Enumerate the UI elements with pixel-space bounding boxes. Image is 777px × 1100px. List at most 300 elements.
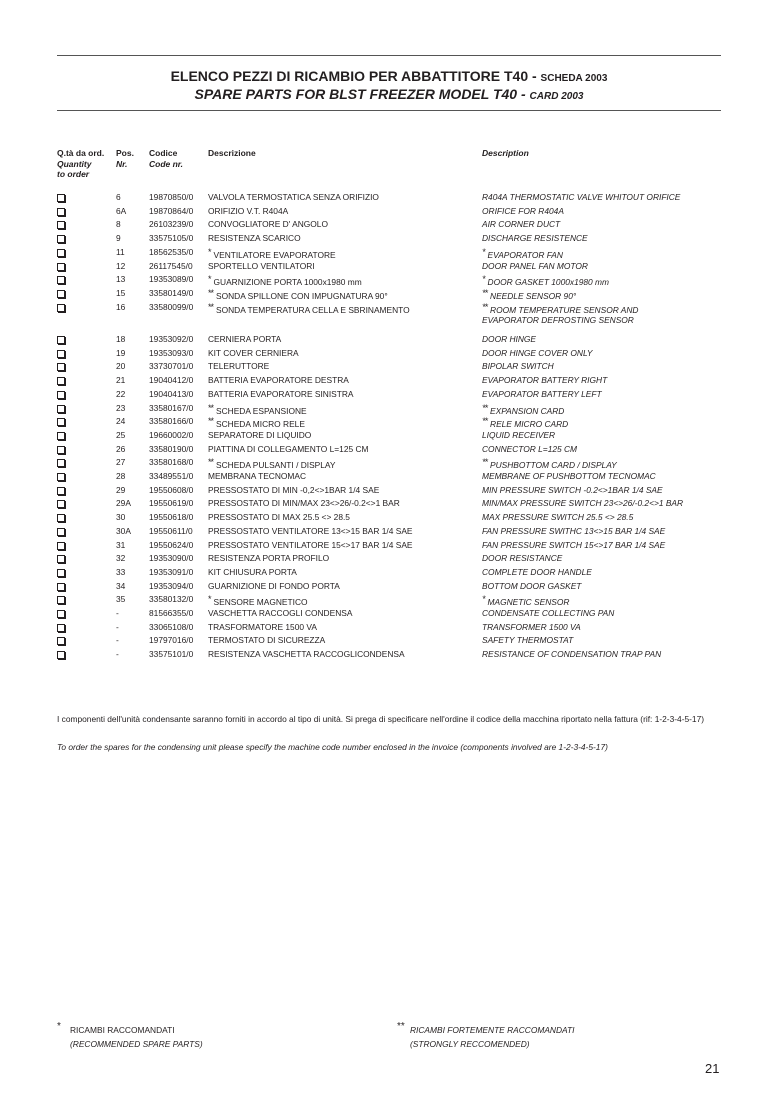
position-cell bbox=[116, 566, 125, 580]
order-checkbox[interactable] bbox=[57, 651, 65, 659]
description-italian-cell-text: SONDA TEMPERATURA CELLA E SBRINAMENTO bbox=[216, 304, 410, 315]
description-english-cell-text: DOOR PANEL FAN MOTOR bbox=[482, 260, 588, 271]
description-italian-cell-text: CERNIERA PORTA bbox=[208, 334, 282, 344]
code-cell-text: 19353090/0 bbox=[149, 553, 194, 564]
description-italian-cell-text: RESISTENZA VASCHETTA RACCOGLICONDENSA bbox=[208, 649, 405, 660]
order-checkbox[interactable] bbox=[57, 637, 65, 645]
description-english-cell bbox=[482, 580, 581, 594]
description-english-cell-text: DISCHARGE RESISTENCE bbox=[482, 233, 588, 244]
position-cell-text: - bbox=[116, 621, 119, 632]
order-checkbox[interactable] bbox=[57, 624, 65, 632]
description-italian-cell-text: SCHEDA PULSANTI / DISPLAY bbox=[216, 460, 336, 471]
order-checkbox[interactable] bbox=[57, 235, 65, 243]
position-cell bbox=[116, 402, 125, 416]
description-italian-cell-text: TELERUTTORE bbox=[208, 361, 270, 372]
description-english-cell bbox=[482, 648, 661, 662]
description-italian-cell-text: RESISTENZA SCARICO bbox=[208, 233, 301, 244]
code-cell bbox=[149, 388, 193, 402]
position-cell bbox=[116, 539, 125, 553]
footnote-recommended bbox=[57, 1023, 203, 1051]
position-cell bbox=[116, 246, 125, 260]
description-english-cell-text: AIR CORNER DUCT bbox=[482, 219, 561, 230]
position-cell-text: 12 bbox=[116, 260, 126, 271]
code-cell-text: 19870850/0 bbox=[149, 192, 194, 202]
position-cell-text: 25 bbox=[116, 429, 126, 440]
code-cell bbox=[149, 566, 193, 580]
description-italian-cell bbox=[208, 634, 325, 648]
position-cell-text: - bbox=[116, 635, 119, 646]
description-italian-cell-text: BATTERIA EVAPORATORE DESTRA bbox=[208, 375, 349, 386]
position-cell-text: 33 bbox=[116, 566, 126, 577]
description-english-cell bbox=[482, 525, 665, 539]
position-cell bbox=[116, 218, 121, 232]
note-italian: I componenti dell'unità condensante saranno forniti in accordo al tipo di unità. Si prega di specificare nell'ordine il codice della macchina riportato nella fattura (rif: 1-2-3-4-5-17) bbox=[57, 714, 705, 724]
page-number: 21 bbox=[705, 1061, 720, 1076]
position-cell bbox=[116, 205, 126, 219]
code-cell bbox=[149, 402, 193, 416]
description-italian-cell-text: PRESSOSTATO VENTILATORE 13<>15 BAR 1/4 SAE bbox=[208, 525, 413, 536]
position-cell-text: 30A bbox=[116, 525, 131, 536]
position-cell bbox=[116, 191, 121, 205]
recommended-mark: ** bbox=[482, 457, 488, 468]
code-cell-text: 19550618/0 bbox=[149, 512, 194, 523]
position-cell-text: 34 bbox=[116, 580, 126, 591]
position-cell bbox=[116, 443, 125, 457]
description-english-cell-text: DOOR RESISTANCE bbox=[482, 553, 563, 564]
code-cell-text: 81566355/0 bbox=[149, 608, 194, 618]
description-italian-cell bbox=[208, 301, 410, 318]
title-italian: ELENCO PEZZI DI RICAMBIO PER ABBATTITORE T40 - bbox=[170, 68, 541, 84]
position-cell bbox=[116, 484, 125, 498]
description-italian-cell bbox=[208, 388, 354, 402]
description-english-cell-text: COMPLETE DOOR HANDLE bbox=[482, 566, 592, 577]
footnote-recommended-italian: RICAMBI RACCOMANDATI bbox=[70, 1025, 175, 1035]
code-cell bbox=[149, 511, 193, 525]
description-english-cell bbox=[482, 232, 588, 246]
code-cell bbox=[149, 443, 193, 457]
description-italian-cell-text: RESISTENZA PORTA PROFILO bbox=[208, 553, 330, 564]
code-cell-text: 26117545/0 bbox=[149, 260, 193, 271]
position-cell bbox=[116, 374, 125, 388]
code-cell bbox=[149, 552, 193, 566]
position-cell-text: 23 bbox=[116, 402, 126, 413]
description-italian-cell-text: SCHEDA MICRO RELE bbox=[216, 419, 305, 430]
order-checkbox[interactable] bbox=[57, 432, 65, 440]
order-checkbox[interactable] bbox=[57, 542, 65, 550]
description-english-cell bbox=[482, 205, 564, 219]
description-italian-cell-text: SPORTELLO VENTILATORI bbox=[208, 260, 315, 271]
description-english-cell-text: RELE MICRO CARD bbox=[490, 419, 569, 430]
description-italian-cell bbox=[208, 648, 405, 662]
recommended-mark: ** bbox=[482, 301, 488, 312]
position-cell-text: 29A bbox=[116, 498, 131, 509]
order-checkbox[interactable] bbox=[57, 500, 65, 508]
description-italian-cell bbox=[208, 360, 269, 374]
code-cell bbox=[149, 580, 193, 594]
order-checkbox[interactable] bbox=[57, 514, 65, 522]
description-english-cell bbox=[482, 260, 588, 274]
order-checkbox[interactable] bbox=[57, 336, 65, 344]
code-cell-text: 19550624/0 bbox=[149, 539, 194, 550]
description-italian-cell-text: TRASFORMATORE 1500 VA bbox=[208, 621, 317, 632]
description-english-cell bbox=[482, 429, 555, 443]
description-italian-cell-text: BATTERIA EVAPORATORE SINISTRA bbox=[208, 388, 354, 399]
order-checkbox[interactable] bbox=[57, 194, 65, 202]
description-english-cell bbox=[482, 333, 536, 347]
page-subtitle bbox=[57, 86, 721, 104]
description-italian-cell bbox=[208, 470, 306, 484]
order-checkbox[interactable] bbox=[57, 418, 65, 426]
description-italian-cell bbox=[208, 511, 350, 525]
position-cell bbox=[116, 301, 125, 315]
code-cell-text: 33575101/0 bbox=[149, 649, 194, 660]
description-english-cell-text: DOOR HINGE COVER ONLY bbox=[482, 347, 593, 358]
description-english-cell-text: R404A THERMOSTATIC VALVE WHITOUT ORIFICE bbox=[482, 192, 681, 202]
order-checkbox[interactable] bbox=[57, 350, 65, 358]
code-cell-text: 19353089/0 bbox=[149, 274, 194, 285]
description-italian-cell bbox=[208, 205, 288, 219]
recommended-mark: * bbox=[482, 594, 485, 605]
position-cell bbox=[116, 260, 125, 274]
description-english-cell-text: EVAPORATOR FAN bbox=[487, 249, 563, 260]
code-cell-text: 33580168/0 bbox=[149, 457, 194, 468]
description-italian-cell-text: SENSORE MAGNETICO bbox=[213, 597, 308, 608]
code-cell bbox=[149, 429, 193, 443]
description-english-cell bbox=[482, 374, 607, 388]
code-cell-text: 33580132/0 bbox=[149, 594, 194, 605]
code-cell bbox=[149, 287, 193, 301]
position-cell-text: 28 bbox=[116, 471, 126, 481]
position-cell-text: 26 bbox=[116, 443, 126, 454]
position-cell-text: 32 bbox=[116, 553, 126, 564]
code-cell bbox=[149, 539, 193, 553]
order-checkbox[interactable] bbox=[57, 487, 65, 495]
position-cell bbox=[116, 415, 125, 429]
description-english-cell-text: EVAPORATOR BATTERY LEFT bbox=[482, 388, 602, 399]
position-cell-text: - bbox=[116, 649, 119, 660]
code-cell-text: 19353091/0 bbox=[149, 566, 194, 577]
order-checkbox[interactable] bbox=[57, 304, 65, 312]
header-description-italian: Descrizione bbox=[208, 148, 256, 158]
page-title bbox=[57, 68, 721, 86]
code-cell-text: 19353092/0 bbox=[149, 334, 194, 344]
order-checkbox[interactable] bbox=[57, 249, 65, 257]
top-rule bbox=[57, 55, 721, 56]
code-cell bbox=[149, 301, 193, 315]
description-english-cell bbox=[482, 218, 560, 232]
code-cell bbox=[149, 205, 193, 219]
position-cell bbox=[116, 634, 119, 648]
code-cell-text: 19353093/0 bbox=[149, 347, 194, 358]
position-cell bbox=[116, 333, 125, 347]
description-italian-cell bbox=[208, 539, 413, 553]
code-cell bbox=[149, 333, 193, 347]
code-cell-text: 19550611/0 bbox=[149, 525, 193, 536]
description-english-cell bbox=[482, 497, 683, 511]
code-cell bbox=[149, 648, 193, 662]
order-checkbox[interactable] bbox=[57, 290, 65, 298]
recommended-mark: ** bbox=[208, 301, 214, 312]
code-cell-text: 33065108/0 bbox=[149, 621, 194, 632]
code-cell bbox=[149, 374, 193, 388]
position-cell bbox=[116, 273, 125, 287]
description-italian-cell bbox=[208, 566, 297, 580]
code-cell-text: 33580166/0 bbox=[149, 416, 194, 427]
header-code: Codice Code nr. bbox=[149, 148, 184, 169]
recommended-mark: ** bbox=[482, 287, 488, 298]
description-english-cell bbox=[482, 511, 633, 525]
code-cell bbox=[149, 415, 193, 429]
description-english-cell-text: NEEDLE SENSOR 90° bbox=[490, 290, 577, 301]
position-cell bbox=[116, 593, 125, 607]
position-cell bbox=[116, 232, 121, 246]
description-italian-cell bbox=[208, 443, 369, 457]
position-cell bbox=[116, 429, 125, 443]
description-english-cell bbox=[482, 360, 554, 374]
description-italian-cell bbox=[208, 580, 340, 594]
description-english-cell-text: MAX PRESSURE SWITCH 25.5 <> 28.5 bbox=[482, 512, 634, 523]
code-cell-text: 33580190/0 bbox=[149, 443, 194, 454]
description-english-cell bbox=[482, 621, 581, 635]
description-english-cell-text: FAN PRESSURE SWITCH 15<>17 BAR 1/4 SAE bbox=[482, 539, 666, 550]
description-english-cell-text: BIPOLAR SWITCH bbox=[482, 361, 554, 372]
description-english-cell bbox=[482, 566, 592, 580]
description-italian-cell bbox=[208, 484, 379, 498]
description-english-cell bbox=[482, 314, 634, 328]
title-rule bbox=[57, 110, 721, 111]
description-english-cell-text: LIQUID RECEIVER bbox=[482, 429, 556, 440]
order-checkbox[interactable] bbox=[57, 208, 65, 216]
code-cell-text: 33580149/0 bbox=[149, 287, 194, 298]
description-english-cell-text: FAN PRESSURE SWITHC 13<>15 BAR 1/4 SAE bbox=[482, 525, 666, 536]
code-cell bbox=[149, 273, 193, 287]
description-english-cell-text: SAFETY THERMOSTAT bbox=[482, 635, 574, 646]
description-italian-cell-text: ORIFIZIO V.T. R404A bbox=[208, 205, 289, 216]
description-english-cell-text: EVAPORATOR DEFROSTING SENSOR bbox=[482, 315, 634, 326]
description-italian-cell bbox=[208, 260, 315, 274]
header-description-english: Description bbox=[482, 148, 529, 158]
position-cell bbox=[116, 621, 119, 635]
description-italian-cell-text: MEMBRANA TECNOMAC bbox=[208, 471, 307, 481]
code-cell-text: 19550608/0 bbox=[149, 484, 194, 495]
description-english-cell-text: EVAPORATOR BATTERY RIGHT bbox=[482, 375, 608, 386]
position-cell-text: 15 bbox=[116, 287, 126, 298]
order-checkbox[interactable] bbox=[57, 555, 65, 563]
title-english-card: CARD 2003 bbox=[529, 91, 584, 102]
code-cell bbox=[149, 191, 193, 205]
description-italian-cell-text: KIT CHIUSURA PORTA bbox=[208, 566, 297, 577]
recommended-mark: ** bbox=[208, 457, 214, 468]
position-cell bbox=[116, 497, 131, 511]
description-italian-cell bbox=[208, 191, 379, 205]
description-english-cell bbox=[482, 539, 665, 553]
description-english-cell bbox=[482, 388, 602, 402]
position-cell-text: - bbox=[116, 608, 119, 618]
position-cell-text: 20 bbox=[116, 361, 126, 372]
description-english-cell bbox=[482, 443, 577, 457]
description-italian-cell bbox=[208, 218, 328, 232]
order-checkbox[interactable] bbox=[57, 610, 65, 618]
description-english-cell-text: MEMBRANE OF PUSHBOTTOM TECNOMAC bbox=[482, 471, 656, 481]
code-cell-text: 33580167/0 bbox=[149, 402, 194, 413]
position-cell bbox=[116, 580, 125, 594]
recommended-mark: * bbox=[208, 246, 211, 257]
description-italian-cell-text: PIATTINA DI COLLEGAMENTO L=125 CM bbox=[208, 443, 369, 454]
description-english-cell-text: TRANSFORMER 1500 VA bbox=[482, 621, 581, 632]
header-position: Pos. Nr. bbox=[116, 148, 134, 169]
code-cell bbox=[149, 260, 193, 274]
description-english-cell-text: MIN PRESSURE SWITCH -0.2<>1BAR 1/4 SAE bbox=[482, 484, 663, 495]
code-cell bbox=[149, 497, 193, 511]
position-cell bbox=[116, 388, 125, 402]
order-checkbox[interactable] bbox=[57, 263, 65, 271]
code-cell bbox=[149, 360, 193, 374]
description-english-cell bbox=[482, 347, 592, 361]
description-italian-cell bbox=[208, 429, 311, 443]
order-checkbox[interactable] bbox=[57, 276, 65, 284]
description-english-cell bbox=[482, 191, 680, 205]
code-cell-text: 19040413/0 bbox=[149, 388, 194, 399]
code-cell-text: 33580099/0 bbox=[149, 301, 194, 312]
description-italian-cell bbox=[208, 607, 352, 621]
position-cell-text: 21 bbox=[116, 375, 126, 386]
description-english-cell bbox=[482, 634, 573, 648]
order-checkbox[interactable] bbox=[57, 596, 65, 604]
recommended-mark: ** bbox=[482, 416, 488, 427]
position-cell-text: 24 bbox=[116, 416, 126, 427]
order-checkbox[interactable] bbox=[57, 528, 65, 536]
code-cell bbox=[149, 621, 193, 635]
footnote-strongly-recommended bbox=[397, 1023, 574, 1051]
position-cell bbox=[116, 287, 125, 301]
position-cell-text: 35 bbox=[116, 594, 126, 605]
order-checkbox[interactable] bbox=[57, 446, 65, 454]
description-english-cell bbox=[482, 552, 562, 566]
code-cell-text: 19040412/0 bbox=[149, 375, 194, 386]
description-italian-cell-text: GUARNIZIONE PORTA 1000x1980 mm bbox=[213, 277, 362, 288]
code-cell-text: 26103239/0 bbox=[149, 219, 194, 230]
description-english-cell-text: RESISTANCE OF CONDENSATION TRAP PAN bbox=[482, 649, 662, 660]
recommended-mark: * bbox=[482, 246, 485, 257]
description-italian-cell bbox=[208, 552, 329, 566]
code-cell-text: 19660002/0 bbox=[149, 429, 194, 440]
description-italian-cell bbox=[208, 374, 349, 388]
description-italian-cell-text: PRESSOSTATO DI MIN/MAX 23<>26/-0.2<>1 BAR bbox=[208, 498, 400, 509]
description-english-cell bbox=[482, 607, 614, 621]
asterisk-symbol: * bbox=[57, 1021, 61, 1032]
code-cell-text: 19870864/0 bbox=[149, 205, 194, 216]
code-cell-text: 19797016/0 bbox=[149, 635, 194, 646]
position-cell bbox=[116, 511, 125, 525]
double-asterisk-symbol: ** bbox=[397, 1021, 405, 1032]
code-cell bbox=[149, 607, 193, 621]
description-english-cell-text: EXPANSION CARD bbox=[490, 405, 565, 416]
position-cell-text: 27 bbox=[116, 457, 126, 468]
position-cell-text: 9 bbox=[116, 233, 121, 244]
description-italian-cell-text: VASCHETTA RACCOGLI CONDENSA bbox=[208, 608, 353, 618]
code-cell bbox=[149, 470, 193, 484]
description-english-cell-text: ORIFICE FOR R404A bbox=[482, 205, 564, 216]
position-cell bbox=[116, 648, 119, 662]
order-checkbox[interactable] bbox=[57, 583, 65, 591]
position-cell bbox=[116, 607, 119, 621]
note-english: To order the spares for the condensing unit please specify the machine code number enclosed in the invoice (components involved are 1-2-3-4-5-17) bbox=[57, 742, 608, 752]
order-checkbox[interactable] bbox=[57, 459, 65, 467]
recommended-mark: * bbox=[482, 274, 485, 285]
order-checkbox[interactable] bbox=[57, 473, 65, 481]
position-cell-text: 29 bbox=[116, 484, 126, 495]
order-checkbox[interactable] bbox=[57, 405, 65, 413]
code-cell bbox=[149, 634, 193, 648]
description-english-cell-text: CONNECTOR L=125 CM bbox=[482, 443, 578, 454]
code-cell bbox=[149, 246, 193, 260]
position-cell bbox=[116, 525, 131, 539]
description-english-cell-text: ROOM TEMPERATURE SENSOR AND bbox=[490, 304, 639, 315]
description-italian-cell-text: SCHEDA ESPANSIONE bbox=[216, 405, 307, 416]
position-cell bbox=[116, 456, 125, 470]
footnote-recommended-english: (RECOMMENDED SPARE PARTS) bbox=[70, 1039, 203, 1049]
position-cell bbox=[116, 360, 125, 374]
position-cell bbox=[116, 470, 125, 484]
order-checkbox[interactable] bbox=[57, 221, 65, 229]
position-cell-text: 16 bbox=[116, 301, 126, 312]
code-cell-text: 19550619/0 bbox=[149, 498, 194, 509]
position-cell-text: 6A bbox=[116, 205, 127, 216]
description-italian-cell-text: TERMOSTATO DI SICUREZZA bbox=[208, 635, 326, 646]
order-checkbox[interactable] bbox=[57, 377, 65, 385]
description-italian-cell-text: VENTILATORE EVAPORATORE bbox=[213, 249, 336, 260]
code-cell bbox=[149, 593, 193, 607]
position-cell-text: 22 bbox=[116, 388, 126, 399]
code-cell bbox=[149, 232, 193, 246]
header-quantity: Q.tà da ord. Quantity to order bbox=[57, 148, 105, 179]
description-italian-cell bbox=[208, 525, 413, 539]
position-cell-text: 18 bbox=[116, 334, 126, 344]
code-cell-text: 19353094/0 bbox=[149, 580, 194, 591]
code-cell-text: 33730701/0 bbox=[149, 361, 194, 372]
order-checkbox[interactable] bbox=[57, 363, 65, 371]
recommended-mark: ** bbox=[208, 287, 214, 298]
order-checkbox[interactable] bbox=[57, 391, 65, 399]
description-italian-cell-text: SEPARATORE DI LIQUIDO bbox=[208, 429, 312, 440]
description-english-cell-text: DOOR GASKET 1000x1980 mm bbox=[487, 277, 609, 288]
code-cell bbox=[149, 218, 193, 232]
code-cell-text: 33575105/0 bbox=[149, 233, 194, 244]
footnote-strongly-english: (STRONGLY RECCOMENDED) bbox=[410, 1039, 530, 1049]
description-english-cell-text: PUSHBOTTOM CARD / DISPLAY bbox=[490, 460, 617, 471]
description-italian-cell-text: VALVOLA TERMOSTATICA SENZA ORIFIZIO bbox=[208, 192, 379, 202]
description-italian-cell-text: KIT COVER CERNIERA bbox=[208, 347, 299, 358]
position-cell-text: 30 bbox=[116, 512, 126, 523]
position-cell-text: 13 bbox=[116, 274, 126, 285]
description-italian-cell-text: GUARNIZIONE DI FONDO PORTA bbox=[208, 580, 340, 591]
description-english-cell-text: BOTTOM DOOR GASKET bbox=[482, 580, 582, 591]
description-italian-cell-text: PRESSOSTATO VENTILATORE 15<>17 BAR 1/4 SAE bbox=[208, 539, 413, 550]
description-italian-cell bbox=[208, 232, 301, 246]
recommended-mark: * bbox=[208, 274, 211, 285]
order-checkbox[interactable] bbox=[57, 569, 65, 577]
position-cell-text: 19 bbox=[116, 347, 126, 358]
code-cell bbox=[149, 484, 193, 498]
description-italian-cell-text: PRESSOSTATO DI MAX 25.5 <> 28.5 bbox=[208, 512, 350, 523]
title-english: SPARE PARTS FOR BLST FREEZER MODEL T40 - bbox=[194, 86, 530, 102]
description-english-cell-text: MAGNETIC SENSOR bbox=[487, 597, 570, 608]
position-cell-text: 31 bbox=[116, 539, 126, 550]
description-italian-cell bbox=[208, 347, 299, 361]
description-italian-cell bbox=[208, 333, 281, 347]
recommended-mark: * bbox=[208, 594, 211, 605]
description-italian-cell bbox=[208, 497, 400, 511]
